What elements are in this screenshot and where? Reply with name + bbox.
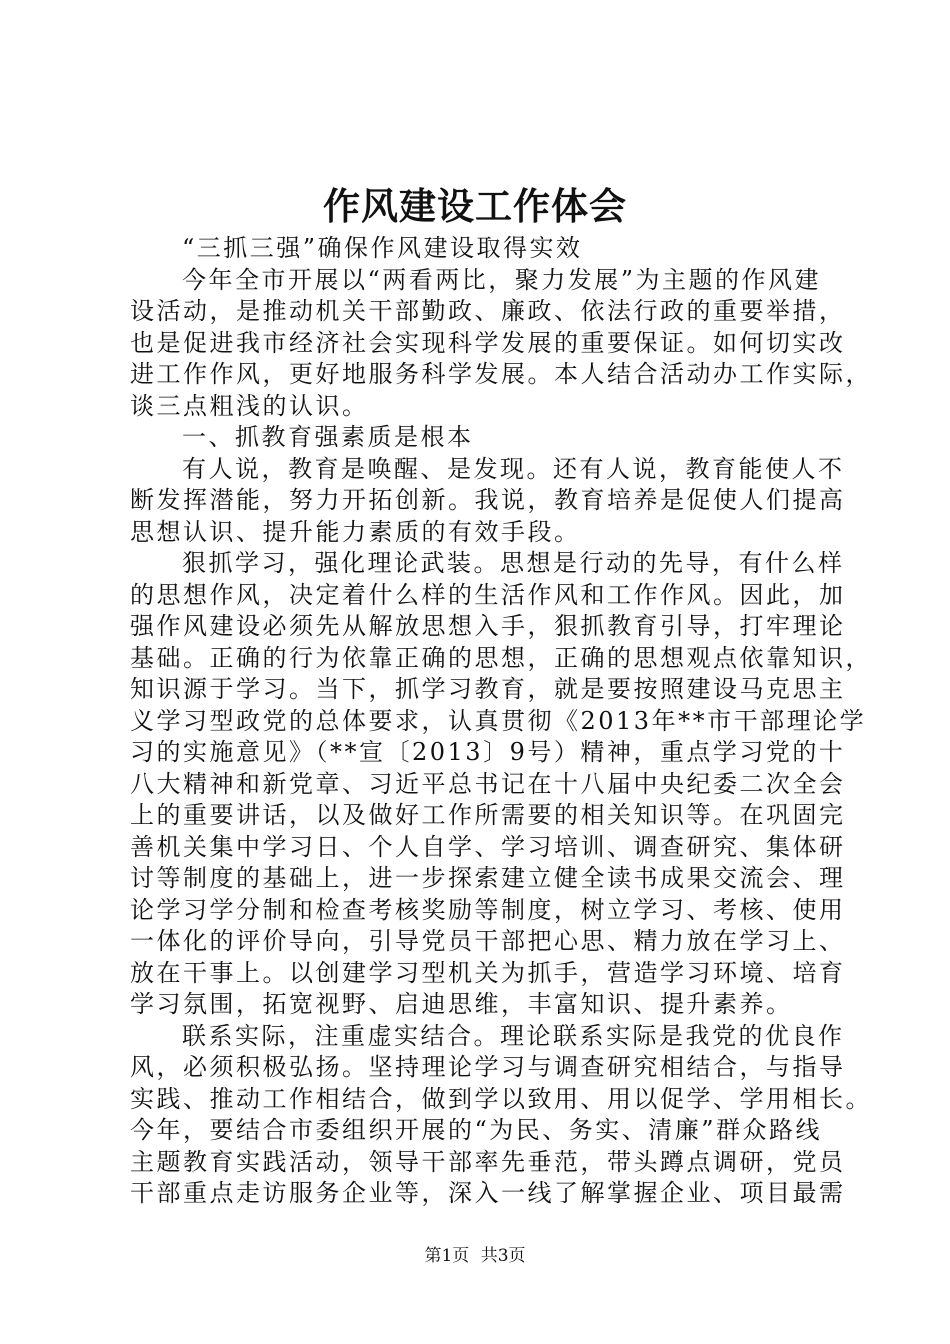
page-number: 第1页 [424,1246,470,1266]
text-line: 一体化的评价导向，引导党员干部把心思、精力放在学习上、 [130,927,846,955]
text-line: 强作风建设必须先从解放思想入手，狠抓教育引导，打牢理论 [130,612,846,640]
text-line: 实践、推动工作相结合，做到学以致用、用以促学、学用相长。 [130,1084,872,1113]
text-line: 谈三点粗浅的认识。 [130,391,369,420]
text-line: 进工作作风，更好地服务科学发展。本人结合活动办工作实际， [130,360,872,388]
text-line: 知识源于学习。当下，抓学习教育，就是要按照建设马克思主 [130,675,846,703]
text-line: 学习氛围，拓宽视野、启迪思维，丰富知识、提升素养。 [130,990,793,1018]
text-line: 论学习学分制和检查考核奖励等制度，树立学习、考核、使用 [130,895,846,924]
text-line: 习的实施意见》（**宣〔2013〕9号）精神，重点学习党的十 [130,738,846,766]
text-line: 联系实际，注重虚实结合。理论联系实际是我党的优良作 [182,1021,845,1050]
text-line: 也是促进我市经济社会实现科学发展的重要保证。如何切实改 [130,328,846,357]
text-line: 断发挥潜能，努力开拓创新。我说，教育培养是促使人们提高 [130,486,846,514]
document-body [130,233,872,1210]
page-total: 共3页 [480,1246,526,1266]
text-line: 思想认识、提升能力素质的有效手段。 [130,517,581,546]
text-line: 今年，要结合市委组织开展的“为民、务实、清廉”群众路线 [130,1116,823,1144]
text-line: 讨等制度的基础上，进一步探索建立健全读书成果交流会、理 [130,864,846,892]
text-line: 主题教育实践活动，领导干部率先垂范，带头蹲点调研，党员 [130,1147,846,1176]
text-line: 上的重要讲话，以及做好工作所需要的相关知识等。在巩固完 [130,801,846,829]
page-footer [0,1244,950,1268]
text-line: 基础。正确的行为依靠正确的思想，正确的思想观点依靠知识， [130,643,872,672]
text-line: 一、抓教育强素质是根本 [182,423,474,451]
text-line: 善机关集中学习日、个人自学、学习培训、调查研究、集体研 [130,832,846,861]
text-line: 设活动，是推动机关干部勤政、廉政、依法行政的重要举措， [130,297,846,325]
text-line: 干部重点走访服务企业等，深入一线了解掌握企业、项目最需 [130,1179,846,1207]
text-line: 八大精神和新党章、习近平总书记在十八届中央纪委二次全会 [130,769,846,798]
text-line: 风，必须积极弘扬。坚持理论学习与调查研究相结合，与指导 [130,1053,846,1081]
text-line: “三抓三强”确保作风建设取得实效 [182,234,583,262]
document-title: 作风建设工作体会 [323,184,627,228]
text-line: 放在干事上。以创建学习型机关为抓手，营造学习环境、培育 [130,958,846,987]
text-line: 狠抓学习，强化理论武装。思想是行动的先导，有什么样 [182,549,845,577]
text-line: 今年全市开展以“两看两比，聚力发展”为主题的作风建 [182,265,822,294]
text-line: 的思想作风，决定着什么样的生活作风和工作作风。因此，加 [130,580,846,609]
text-line: 有人说，教育是唤醒、是发现。还有人说，教育能使人不 [182,454,845,483]
text-line: 义学习型政党的总体要求，认真贯彻《2013年**市干部理论学 [130,706,867,735]
